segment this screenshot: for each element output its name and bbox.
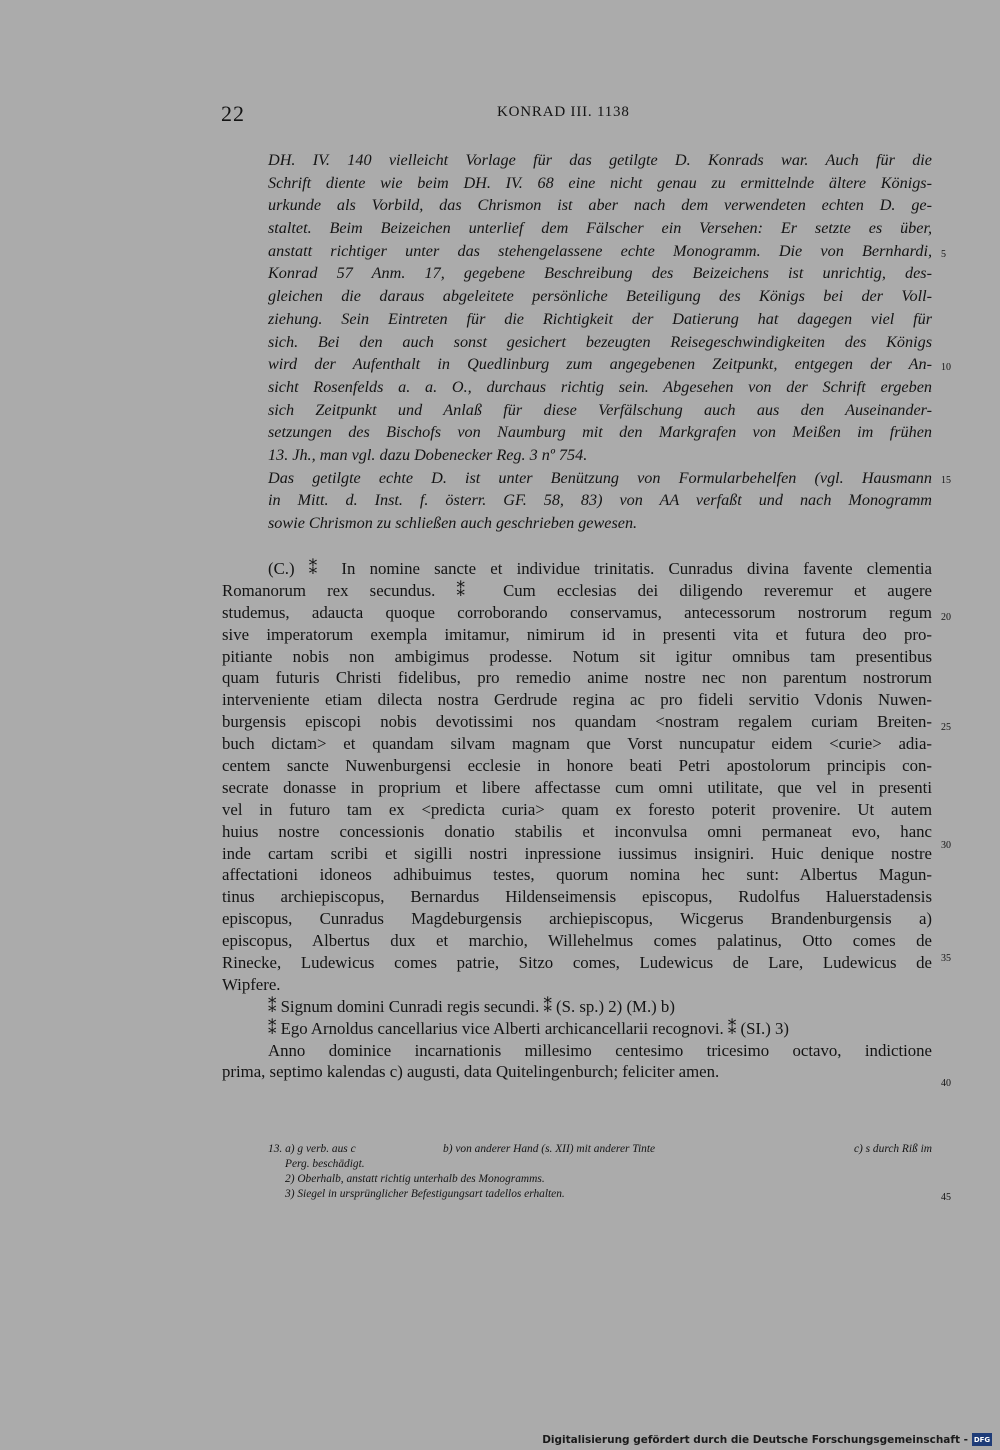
charter-line: (C.) ⁑ In nomine sancte et individue trinitatis. Cunradus divina favente clementia	[268, 559, 932, 578]
commentary-line: Das getilgte echte D. ist unter Benützung von Formularbehelfen (vgl. Hausmann	[268, 468, 932, 487]
charter-line: centem sancte Nuwenburgensi ecclesie in honore beati Petri apostolorum principis con-	[222, 756, 932, 776]
commentary-line: gleichen die daraus abgeleitete persönliche Beteiligung des Königs bei der Voll-	[268, 287, 932, 306]
line-number: 45	[941, 1192, 951, 1203]
dating-line: Anno dominice incarnationis millesimo centesimo tricesimo octavo, indictione	[268, 1040, 932, 1060]
signum-line: ⁑ Signum domini Cunradi regis secundi. ⁑ (S. sp.) 2) (M.) b)	[268, 996, 675, 1016]
running-header: KONRAD III. 1138	[497, 104, 630, 120]
charter-line: buch dictam> et quandam silvam magnam que Vorst nuncupatur eidem <curie> adia-	[222, 734, 932, 754]
charter-line: Wipfere.	[222, 974, 281, 994]
charter-line: affectationi idoneos adhibuimus testes, quorum nomina hec sunt: Albertus Magun-	[222, 865, 932, 885]
commentary-line: sich. Bei den auch sonst gesichert bezeugten Reisegeschwindigkeiten des Königs	[268, 332, 932, 351]
footnote-3: 3) Siegel in ursprünglicher Befestigungsart tadellos erhalten.	[285, 1188, 565, 1200]
charter-line: tinus archiepiscopus, Bernardus Hildenseimensis episcopus, Rudolfus Haluerstadensis	[222, 887, 932, 907]
footnote-b: b) von anderer Hand (s. XII) mit anderer Tinte	[443, 1143, 656, 1155]
commentary-line: ziehung. Sein Eintreten für die Richtigkeit der Datierung hat dagegen viel für	[268, 309, 932, 328]
footnote-a: 13. a) g verb. aus c	[268, 1143, 356, 1155]
line-number: 15	[941, 475, 951, 486]
commentary-line: sicht Rosenfelds a. a. O., durchaus richtig sein. Abgesehen von der Schrift ergeben	[268, 377, 932, 396]
commentary-block	[268, 149, 932, 535]
charter-line: secrate donasse in proprium et libere affectasse cum omni utilitate, que vel in presenti	[222, 777, 932, 797]
commentary-line: setzungen des Bischofs von Naumburg mit den Markgrafen von Meißen im frühen	[268, 423, 932, 442]
commentary-line: wird der Aufenthalt in Quedlinburg zum angegebenen Zeitpunkt, entgegen der An-	[268, 355, 932, 374]
commentary-line: sowie Chrismon zu schließen auch geschrieben gewesen.	[268, 514, 638, 532]
commentary-line: urkunde als Vorbild, das Chrismon ist aber nach dem verwendeten echten D. ge-	[268, 196, 932, 215]
footer	[542, 1433, 992, 1446]
commentary-line: sich Zeitpunkt und Anlaß für diese Verfälschung auch aus den Auseinander-	[268, 400, 932, 419]
charter-line: vel in futuro tam ex <predicta curia> quam ex foresto poterit provenire. Ut autem	[222, 799, 932, 819]
commentary-line: Schrift diente wie beim DH. IV. 68 eine nicht genau zu ermittelnde ältere Königs-	[268, 173, 932, 192]
charter-line: pitiante nobis non ambigimus prodesse. Notum sit igitur omnibus tam presentibus	[222, 646, 932, 666]
commentary-line: staltet. Beim Beizeichen unterlief dem Fälscher ein Versehen: Er setzte es über,	[268, 219, 932, 238]
line-number: 30	[941, 840, 951, 851]
line-number: 25	[941, 722, 951, 733]
line-number: 20	[941, 612, 951, 623]
charter-text	[222, 558, 932, 1083]
commentary-line: Konrad 57 Anm. 17, gegebene Beschreibung des Beizeichens ist unrichtig, des-	[268, 264, 932, 283]
charter-line: studemus, adaucta quoque corroborando conservamus, antecessorum nostrorum regum	[222, 602, 932, 622]
footnote-2: 2) Oberhalb, anstatt richtig unterhalb des Monogramms.	[285, 1173, 545, 1185]
recognition-line: ⁑ Ego Arnoldus cancellarius vice Alberti archicancellarii recognovi. ⁑ (SI.) 3)	[268, 1018, 789, 1038]
charter-line: episcopus, Cunradus Magdeburgensis archiepiscopus, Wicgerus Brandenburgensis a)	[222, 909, 932, 929]
dating-line: prima, septimo kalendas c) augusti, data Quitelingenburch; feliciter amen.	[222, 1062, 720, 1082]
page-number: 22	[221, 101, 245, 126]
charter-line: burgensis episcopi nobis devotissimi nos quandam <nostram regalem curiam Breiten-	[222, 712, 932, 732]
line-number: 35	[941, 953, 951, 964]
charter-line: sive imperatorum exempla imitamur, nimirum id in presenti vita et futura deo pro-	[222, 624, 932, 644]
footnote-c: c) s durch Riß im	[853, 1143, 932, 1155]
footnotes	[268, 1142, 932, 1202]
charter-line: Romanorum rex secundus. ⁑ Cum ecclesias dei diligendo reveremur et augere	[222, 580, 932, 600]
footnote-row	[268, 1142, 932, 1157]
dfg-logo-icon: DFG	[972, 1433, 992, 1446]
line-number: 10	[941, 362, 951, 373]
footnote-continuation: Perg. beschädigt.	[285, 1158, 365, 1170]
line-number: 40	[941, 1078, 951, 1089]
funding-notice: Digitalisierung gefördert durch die Deutsche Forschungsgemeinschaft -	[542, 1433, 968, 1446]
commentary-line: anstatt richtiger unter das stehengelassene echte Monogramm. Die von Bernhardi,	[268, 241, 932, 260]
charter-line: Rinecke, Ludewicus comes patrie, Sitzo comes, Ludewicus de Lare, Ludewicus de	[222, 953, 932, 973]
charter-line: inde cartam scribi et sigilli nostri inpressione iussimus insigniri. Huic denique nostre	[222, 843, 932, 863]
charter-line: episcopus, Albertus dux et marchio, Willehelmus comes palatinus, Otto comes de	[222, 931, 932, 951]
line-number: 5	[941, 249, 946, 260]
commentary-line: DH. IV. 140 vielleicht Vorlage für das getilgte D. Konrads war. Auch für die	[268, 151, 932, 169]
commentary-line: in Mitt. d. Inst. f. österr. GF. 58, 83) von AA verfaßt und nach Monogramm	[268, 491, 932, 510]
charter-line: quam futuris Christi fidelibus, pro remedio anime nostre nec non parentum nostrorum	[222, 668, 932, 688]
charter-line: huius nostre concessionis donatio stabilis et inconvulsa omni permaneat evo, hanc	[222, 821, 932, 841]
commentary-line: 13. Jh., man vgl. dazu Dobenecker Reg. 3 nº 754.	[268, 445, 588, 464]
charter-line: interveniente etiam dilecta nostra Gerdrude regina ac pro fideli servitio Vdonis Nuwen-	[222, 690, 932, 710]
